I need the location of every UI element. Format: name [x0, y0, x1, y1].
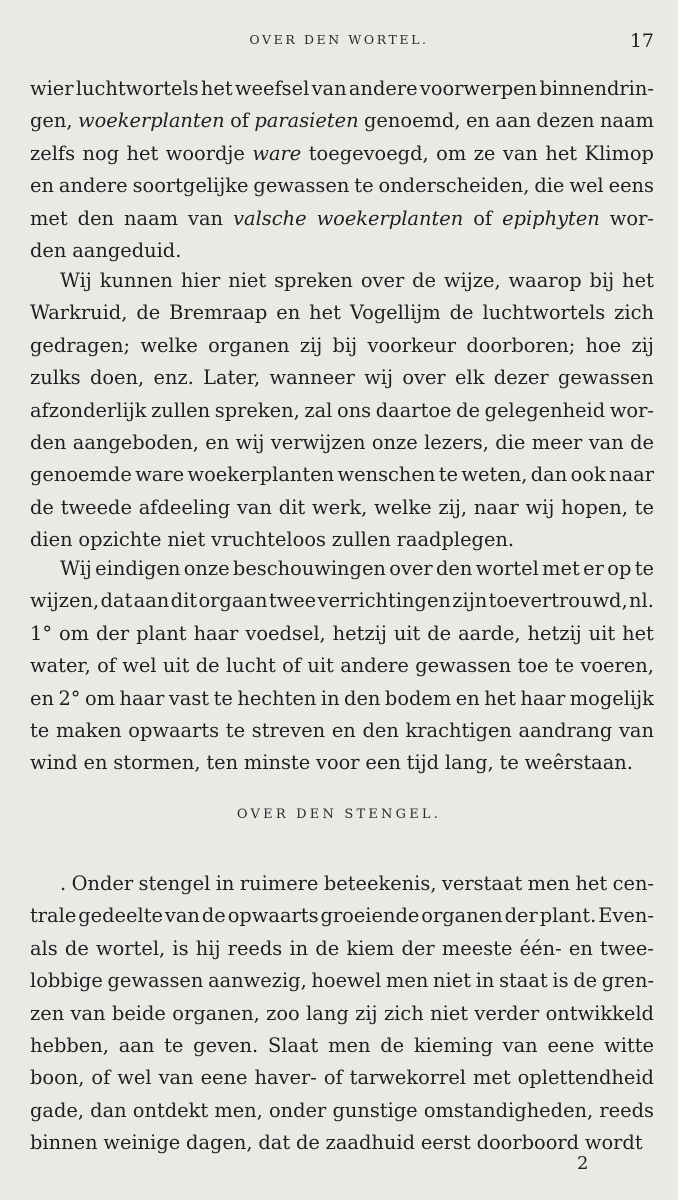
text-line: wind en stormen, ten minste voor een tijd lang, te weêrstaan. — [30, 751, 633, 775]
text-line: . Onder stengel in ruimere beteekenis, verstaat men het cen- — [60, 872, 654, 895]
text-line: als de wortel, is hij reeds in de kiem der meeste één- en twee- — [30, 936, 654, 960]
page-number: 17 — [629, 30, 654, 52]
text-line: de tweede afdeeling van dit werk, welke zij, naar wij hopen, te — [30, 495, 654, 519]
text-line: hebben, aan te geven. Slaat men de kieming van eene witte — [30, 1033, 654, 1057]
text-line: boon, of wel van eene haver- of tarwekorrel met oplettendheid — [30, 1066, 654, 1090]
text-line: Warkruid, de Bremraap en het Vogellijm de luchtwortels zich — [30, 301, 654, 325]
section-title: OVER DEN STENGEL. — [236, 807, 442, 822]
text-line: genoemde ware woekerplanten wenschen te weten, dan ook naar — [30, 463, 654, 487]
text-line: trale gedeelte van de opwaarts groeiende organen der plant. Even- — [30, 904, 654, 928]
text-line: den aangeduid. — [30, 238, 182, 262]
text-line: met den naam van valsche woekerplanten of epiphyten wor- — [30, 206, 654, 230]
text-line: gedragen; welke organen zij bij voorkeur doorboren; hoe zij — [30, 333, 654, 357]
page-header — [0, 30, 678, 56]
text-line: gen, woekerplanten of parasieten genoemd, en aan dezen naam — [30, 109, 654, 133]
paragraph-1 — [30, 73, 654, 267]
paragraph-2 — [30, 265, 654, 557]
running-title: OVER DEN WORTEL. — [249, 32, 429, 47]
signature-mark: 2 — [577, 1153, 589, 1174]
text-line: zen van beide organen, zoo lang zij zich niet verder ontwikkeld — [30, 1001, 654, 1025]
text-line: 1° om der plant haar voedsel, hetzij uit de aarde, hetzij uit het — [30, 621, 654, 645]
text-line: en andere soortgelijke gewassen te onderscheiden, die wel eens — [30, 174, 654, 198]
text-line: Wij kunnen hier niet spreken over de wijze, waarop bij het — [60, 269, 654, 292]
text-line: wier luchtwortels het weefsel van andere voorwerpen binnendrin- — [30, 77, 654, 100]
paragraph-3 — [30, 553, 654, 780]
text-line: wijzen, dat aan dit orgaan twee verrichtingen zijn toevertrouwd, nl. — [30, 589, 654, 613]
text-line: en 2° om haar vast te hechten in den bodem en het haar mogelijk — [30, 686, 654, 710]
text-line: den aangeboden, en wij verwijzen onze lezers, die meer van de — [30, 430, 654, 454]
text-line: binnen weinige dagen, dat de zaadhuid eerst doorboord wordt — [30, 1131, 643, 1155]
text-line: lobbige gewassen aanwezig, hoewel men niet in staat is de gren- — [30, 969, 654, 993]
paragraph-4 — [30, 868, 654, 1160]
text-line: water, of wel uit de lucht of uit andere gewassen toe te voeren, — [30, 654, 654, 678]
text-line: afzonderlijk zullen spreken, zal ons daartoe de gelegenheid wor- — [30, 398, 654, 422]
text-line: gade, dan ontdekt men, onder gunstige omstandigheden, reeds — [30, 1098, 654, 1122]
text-line: Wij eindigen onze beschouwingen over den wortel met er op te — [60, 557, 654, 580]
text-line: zelfs nog het woordje ware toegevoegd, om ze van het Klimop — [30, 141, 654, 165]
text-line: dien opzichte niet vruchteloos zullen raadplegen. — [30, 528, 515, 552]
text-line: zulks doen, enz. Later, wanneer wij over elk dezer gewassen — [30, 366, 654, 390]
text-line: te maken opwaarts te streven en den krachtigen aandrang van — [30, 718, 654, 742]
